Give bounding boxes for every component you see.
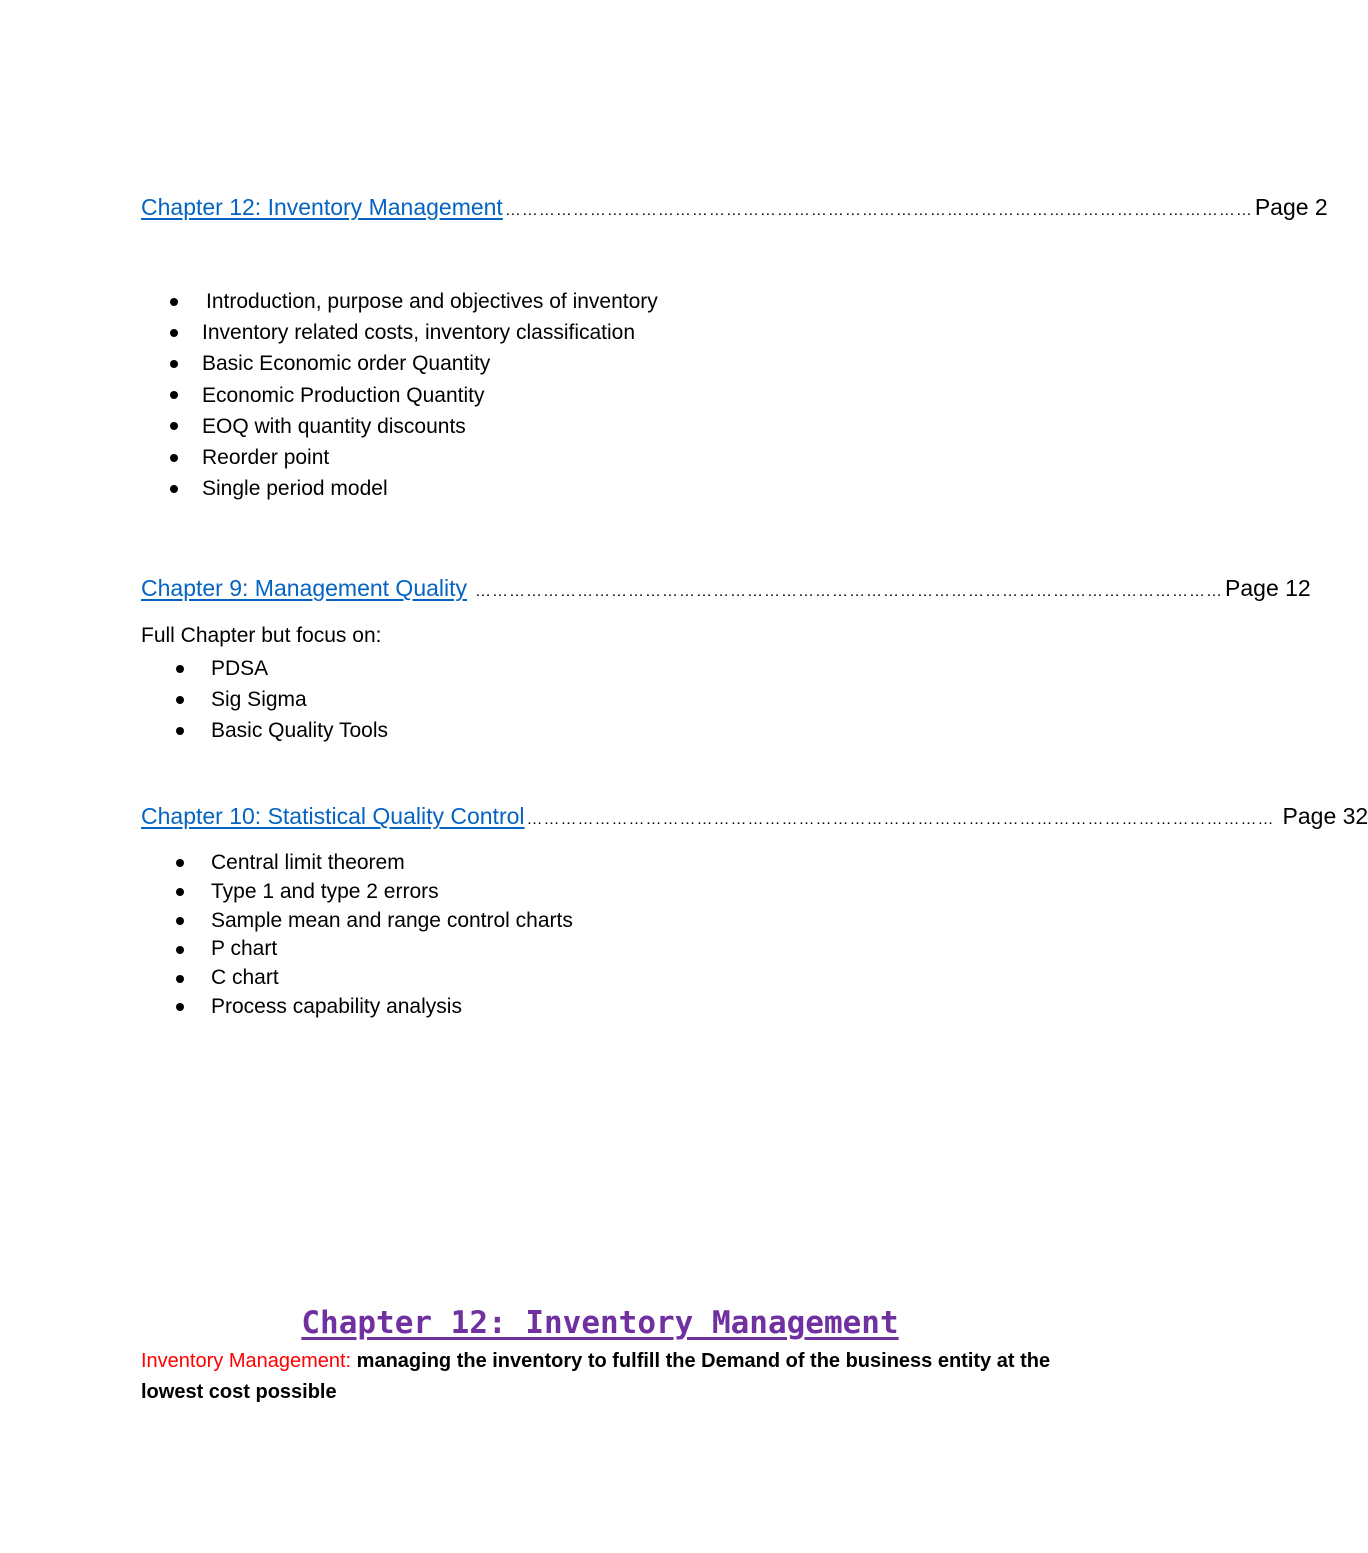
toc-link-chapter-12[interactable]: Chapter 12: Inventory Management	[141, 194, 503, 220]
list-item: EOQ with quantity discounts	[168, 411, 658, 442]
chapter-10-topic-list	[176, 849, 573, 1022]
bullet-icon	[176, 946, 184, 954]
list-item: Sig Sigma	[176, 684, 388, 715]
bullet-icon	[170, 485, 178, 493]
toc-page-number: Page 32	[1282, 803, 1368, 829]
bullet-icon	[176, 1003, 184, 1011]
list-item: Basic Economic order Quantity	[168, 348, 658, 379]
list-item: Process capability analysis	[176, 993, 573, 1022]
list-item: C chart	[176, 964, 573, 993]
bullet-icon	[176, 917, 184, 925]
section-heading: Chapter 12: Inventory Management	[301, 1305, 899, 1341]
definition-term: Inventory Management:	[141, 1350, 352, 1372]
list-item: Sample mean and range control charts	[176, 907, 573, 936]
bullet-icon	[170, 454, 178, 462]
list-item: Inventory related costs, inventory classification	[168, 317, 658, 348]
bullet-icon	[170, 298, 178, 306]
bullet-icon	[176, 727, 184, 735]
toc-entry-chapter-10	[141, 801, 1368, 835]
toc-entry-chapter-12	[141, 192, 1328, 226]
toc-page-number: Page 12	[1225, 575, 1311, 601]
toc-leader-dots: ……………………………………………………………………………………………………………………	[504, 202, 1253, 219]
bullet-icon	[176, 696, 184, 704]
list-item: Type 1 and type 2 errors	[176, 878, 573, 907]
bullet-icon	[170, 391, 178, 399]
toc-page-number: Page 2	[1254, 194, 1328, 220]
definition-paragraph	[141, 1346, 1061, 1408]
list-item: Central limit theorem	[176, 849, 573, 878]
list-item: Introduction, purpose and objectives of inventory	[168, 286, 658, 317]
toc-leader-dots: ……………………………………………………………………………………………………………………	[475, 583, 1224, 600]
bullet-icon	[170, 422, 178, 430]
toc-entry-chapter-9	[141, 573, 1311, 607]
chapter-9-intro: Full Chapter but focus on:	[141, 624, 382, 647]
list-item: Basic Quality Tools	[176, 715, 388, 746]
list-item: P chart	[176, 935, 573, 964]
bullet-icon	[176, 888, 184, 896]
chapter-9-topic-list	[176, 653, 388, 746]
bullet-icon	[176, 975, 184, 983]
bullet-icon	[170, 360, 178, 368]
bullet-icon	[176, 859, 184, 867]
bullet-icon	[176, 665, 184, 673]
bullet-icon	[170, 329, 178, 337]
chapter-12-topic-list	[168, 286, 658, 504]
list-item: Reorder point	[168, 442, 658, 473]
definition-text: managing the inventory to fulfill the Demand of the business entity at the lowest cost possible	[141, 1350, 1051, 1403]
toc-link-chapter-10[interactable]: Chapter 10: Statistical Quality Control	[141, 803, 525, 829]
list-item: Single period model	[168, 473, 658, 504]
list-item: PDSA	[176, 653, 388, 684]
toc-leader-dots: ……………………………………………………………………………………………………………………	[526, 811, 1275, 828]
toc-link-chapter-9[interactable]: Chapter 9: Management Quality	[141, 575, 468, 601]
list-item: Economic Production Quantity	[168, 380, 658, 411]
